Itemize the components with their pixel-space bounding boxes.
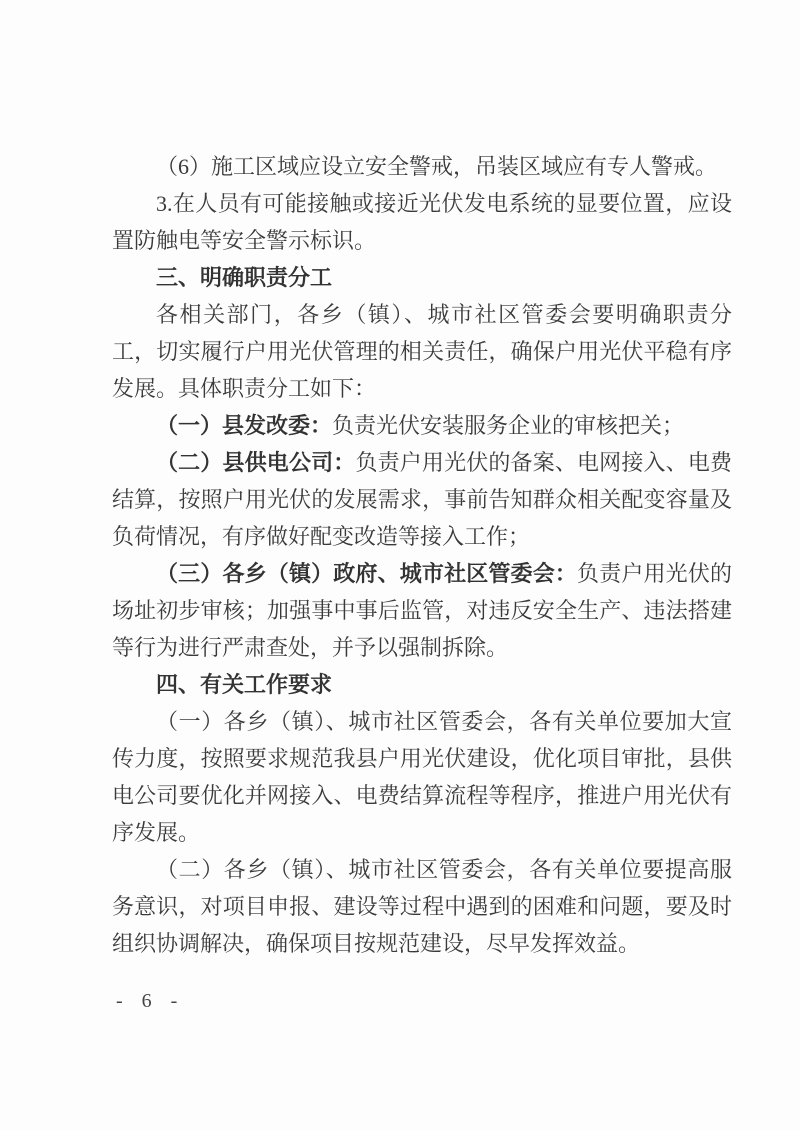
paragraph-text: （二）各乡（镇）、城市社区管委会，各有关单位要提高服务意识，对项目申报、建设等过程中遇到的困难和问题，要及时组织协调解决，确保项目按规范建设，尽早发挥效益。 (112, 857, 732, 956)
paragraph (112, 851, 732, 962)
paragraph-lead: （一）县发改委： (156, 413, 333, 438)
paragraph-text: 负责户用光伏的备案、电网接入、电费结算，按照户用光伏的发展需求，事前告知群众相关配变容量及负荷情况，有序做好配变改造等接入工作； (112, 450, 732, 549)
document-body (112, 148, 732, 962)
paragraph (112, 407, 732, 444)
paragraph-text: 四、有关工作要求 (156, 672, 333, 697)
paragraph-text: 各相关部门，各乡（镇）、城市社区管委会要明确职责分工，切实履行户用光伏管理的相关责任，确保户用光伏平稳有序发展。具体职责分工如下： (112, 302, 732, 401)
paragraph (112, 555, 732, 666)
paragraph-text: 三、明确职责分工 (156, 265, 333, 290)
paragraph-text: 负责光伏安装服务企业的审核把关； (332, 413, 685, 438)
paragraph (112, 703, 732, 851)
paragraph-text: （一）各乡（镇）、城市社区管委会，各有关单位要加大宣传力度，按照要求规范我县户用光伏建设，优化项目审批，县供电公司要优化并网接入、电费结算流程等程序，推进户用光伏有序发展。 (112, 709, 732, 845)
paragraph (112, 444, 732, 555)
paragraph-text: 负责户用光伏的场址初步审核；加强事中事后监管，对违反安全生产、违法搭建等行为进行严肃查处，并予以强制拆除。 (112, 561, 732, 660)
paragraph (112, 296, 732, 407)
section-heading (112, 666, 732, 703)
paragraph-lead: （二）县供电公司： (156, 450, 356, 475)
paragraph (112, 148, 732, 185)
section-heading (112, 259, 732, 296)
paragraph-text: （6）施工区域应设立安全警戒，吊装区域应有专人警戒。 (156, 154, 718, 179)
page-number: - 6 - (116, 990, 185, 1012)
paragraph (112, 185, 732, 259)
paragraph-text: 3.在人员有可能接触或接近光伏发电系统的显要位置，应设置防触电等安全警示标识。 (112, 191, 732, 253)
paragraph-lead: （三）各乡（镇）政府、城市社区管委会： (156, 561, 578, 586)
